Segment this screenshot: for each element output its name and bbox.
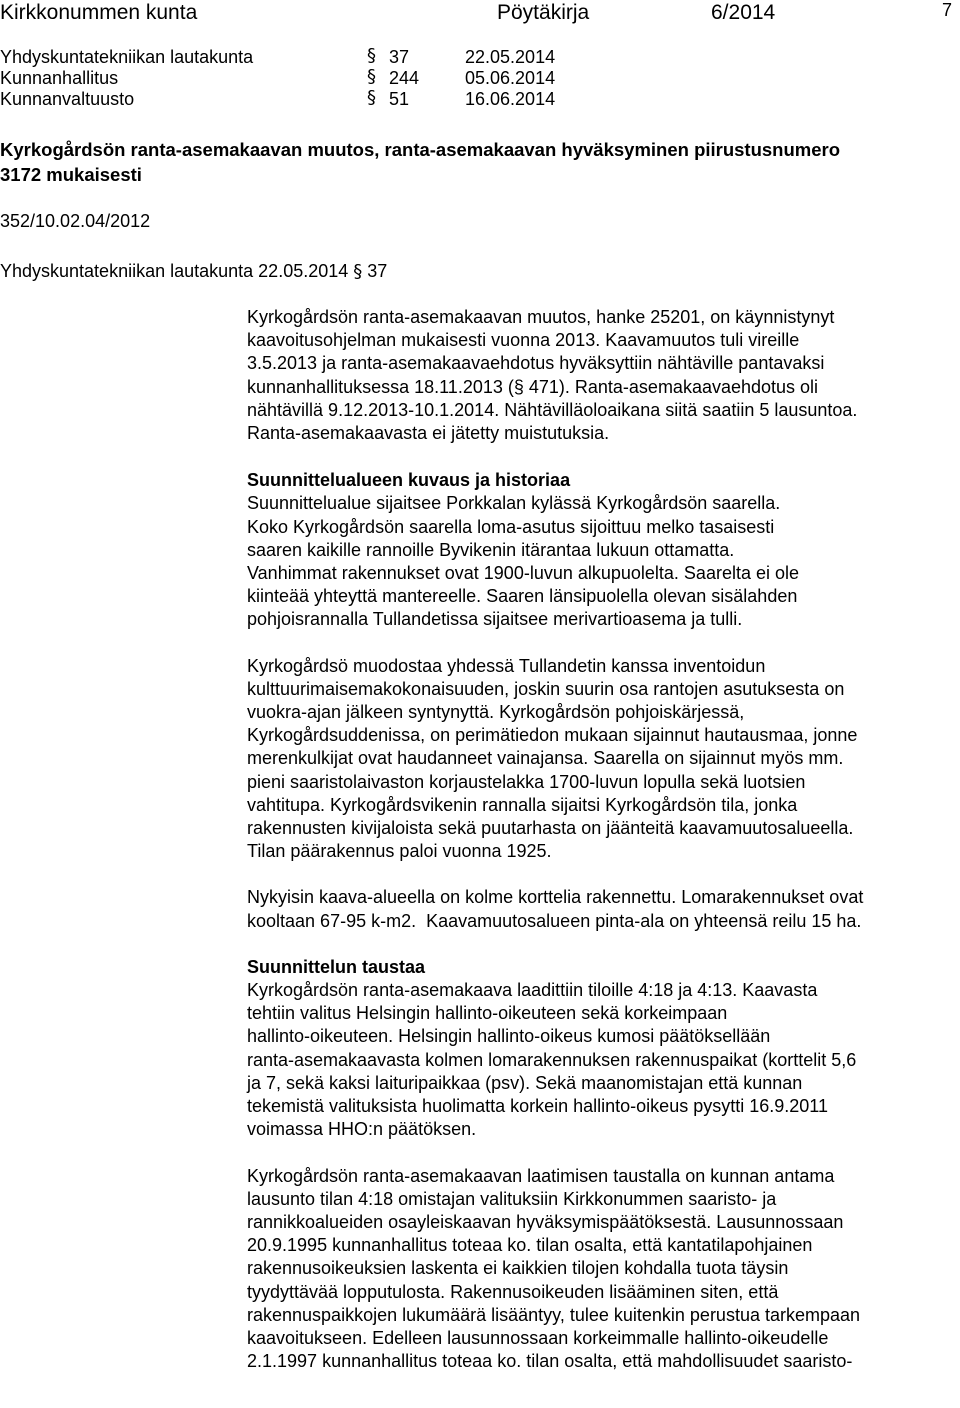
text-line: Kyrkogårdsön ranta-asemakaava laadittiin tiloille 4:18 ja 4:13. Kaavasta — [247, 980, 818, 1001]
meeting-section: 37 — [367, 261, 388, 281]
text-line: ranta-asemakaavasta kolmen lomarakennuksen rakennuspaikat (korttelit 5,6 — [247, 1049, 857, 1070]
title-line: 3172 mukaisesti — [0, 164, 142, 185]
issue-number: 6/2014 — [711, 1, 776, 24]
body-section-number: 37 — [389, 47, 410, 67]
body-name: Kunnanvaltuusto — [0, 89, 135, 109]
text-line: Koko Kyrkogårdsön saarella loma-asutus sijoittuu melko tasaisesti — [247, 516, 775, 537]
paragraph — [247, 655, 959, 864]
text-line: 20.9.1995 kunnanhallitus toteaa ko. tilan osalta, että kantatilapohjainen — [247, 1235, 813, 1256]
meeting-prefix: Yhdyskuntatekniikan lautakunta 22.05.2014 — [0, 261, 349, 281]
document-type: Pöytäkirja — [497, 1, 590, 24]
text-line: rakennusoikeuksien laskenta ei kaikkien tilojen kohdalla tuota täysin — [247, 1258, 789, 1279]
paragraph — [247, 492, 959, 631]
text-line: merenkulkijat ovat haudanneet vainajansa. Saarella on sijainnut myös mm. — [247, 748, 844, 769]
text-line: 3.5.2013 ja ranta-asemakaavaehdotus hyväksyttiin nähtäville pantavaksi — [247, 353, 825, 374]
text-line: Ranta-asemakaavasta ei jätetty muistutuksia. — [247, 423, 610, 444]
title-line: Kyrkogårdsön ranta-asemakaavan muutos, ranta-asemakaavan hyväksyminen piirustusnumero — [0, 139, 841, 160]
body-date: 22.05.2014 — [465, 47, 556, 67]
text-line: rakennusten kivijaloista sekä puutarhasta on jäänteitä kaavamuutosalueella. — [247, 818, 854, 839]
text-line: Kyrkogårdsuddenissa, on perimätiedon mukaan sijainnut hautausmaa, jonne — [247, 725, 858, 746]
municipality-name: Kirkkonummen kunta — [0, 1, 198, 24]
text-line: Kyrkogårdsön ranta-asemakaavan muutos, hanke 25201, on käynnistynyt — [247, 307, 835, 327]
text-line: kaavoitukseen. Edelleen lausunnossaan korkeimmalle hallinto-oikeudelle — [247, 1327, 829, 1348]
paragraph — [247, 886, 959, 932]
paragraph — [247, 1165, 959, 1374]
body-section-number: 244 — [389, 68, 420, 88]
text-line: kooltaan 67-95 k-m2. Kaavamuutosalueen pinta-ala on yhteensä reilu 15 ha. — [247, 910, 862, 931]
body-section-number: 51 — [389, 89, 410, 109]
text-line: pieni saaristolaivaston korjaustelakka 1700-luvun lopulla sekä luotsien — [247, 771, 806, 792]
text-line: Suunnittelualue sijaitsee Porkkalan kylässä Kyrkogårdsön saarella. — [247, 493, 781, 514]
text-line: kunnanhallituksessa 18.11.2013 (§ 471). Ranta-asemakaavaehdotus oli — [247, 376, 819, 397]
section-sign-icon: § — [367, 66, 376, 87]
text-line: Vanhimmat rakennukset ovat 1900-luvun alkupuolelta. Saarelta ei ole — [247, 563, 800, 584]
text-line: Kyrkogårdsön ranta-asemakaavan laatimisen taustalla on kunnan antama — [247, 1165, 835, 1186]
text-line: vahtitupa. Kyrkogårdsvikenin rannalla sijaitsi Kyrkogårdsön tila, jonka — [247, 794, 798, 815]
text-line: tyydyttävää lopputulosta. Rakennusoikeuden lisääminen siten, että — [247, 1281, 779, 1302]
text-line: Nykyisin kaava-alueella on kolme korttelia rakennettu. Lomarakennukset ovat — [247, 887, 864, 908]
text-line: tekemistä valituksista huolimatta korkein hallinto-oikeus pysytti 16.9.2011 — [247, 1096, 828, 1117]
text-line: kiinteää yhteyttä mantereelle. Saaren länsipuolella olevan sisälahden — [247, 586, 798, 607]
text-line: lausunto tilan 4:18 omistajan valituksiin Kirkkonummen saaristo- ja — [247, 1188, 777, 1209]
text-line: saaren kaikille rannoille Byvikenin itärantaa lukuun ottamatta. — [247, 539, 735, 560]
page-number: 7 — [942, 0, 953, 20]
section-sign-icon: § — [367, 87, 376, 108]
text-line: hallinto-oikeuteen. Helsingin hallinto-oikeus kumosi päätöksellään — [247, 1026, 771, 1047]
text-line: vuokra-ajan jälkeen syntynyttä. Kyrkogårdsön pohjoiskärjessä, — [247, 702, 745, 723]
text-line: nähtävillä 9.12.2013-10.1.2014. Nähtävilläoloaikana siitä saatiin 5 lausuntoa. — [247, 399, 858, 420]
section-heading: Suunnittelualueen kuvaus ja historiaa — [247, 470, 571, 491]
body-date: 05.06.2014 — [465, 68, 556, 88]
text-line: voimassa HHO:n päätöksen. — [247, 1119, 477, 1140]
text-line: Tilan päärakennus paloi vuonna 1925. — [247, 841, 552, 862]
body-name: Yhdyskuntatekniikan lautakunta — [0, 47, 254, 67]
text-line: rannikkoalueiden osayleiskaavan hyväksymispäätöksestä. Lausunnossaan — [247, 1211, 844, 1232]
text-line: pohjoisrannalla Tullandetissa sijaitsee merivartioasema ja tulli. — [247, 609, 743, 630]
text-line: 2.1.1997 kunnanhallitus toteaa ko. tilan osalta, että mahdollisuudet saaristo- — [247, 1351, 853, 1372]
record-id: 352/10.02.04/2012 — [0, 211, 151, 231]
main-body — [247, 306, 959, 1373]
paragraph — [247, 979, 959, 1141]
text-line: ja 7, sekä kaksi laituripaikkaa (psv). Sekä maanomistajan että kunnan — [247, 1072, 803, 1093]
section-sign-icon: § — [367, 45, 376, 66]
document-title — [0, 137, 840, 187]
text-line: kulttuurimaisemakokonaisuuden, joskin suurin osa rantojen asutuksesta on — [247, 678, 845, 699]
text-line: tehtiin valitus Helsingin hallinto-oikeuteen sekä korkeimpaan — [247, 1003, 728, 1024]
meeting-line — [0, 261, 387, 282]
text-line: kaavoitusohjelman mukaisesti vuonna 2013. Kaavamuutos tuli vireille — [247, 330, 800, 351]
section-sign-icon: § — [353, 261, 363, 282]
text-line: rakennuspaikkojen lukumäärä lisääntyy, tulee kuitenkin perustua tarkempaan — [247, 1304, 861, 1325]
intro-paragraph — [247, 306, 959, 445]
text-line: Kyrkogårdsö muodostaa yhdessä Tullandetin kanssa inventoidun — [247, 655, 766, 676]
body-name: Kunnanhallitus — [0, 68, 119, 88]
section-heading: Suunnittelun taustaa — [247, 956, 426, 977]
body-date: 16.06.2014 — [465, 89, 556, 109]
